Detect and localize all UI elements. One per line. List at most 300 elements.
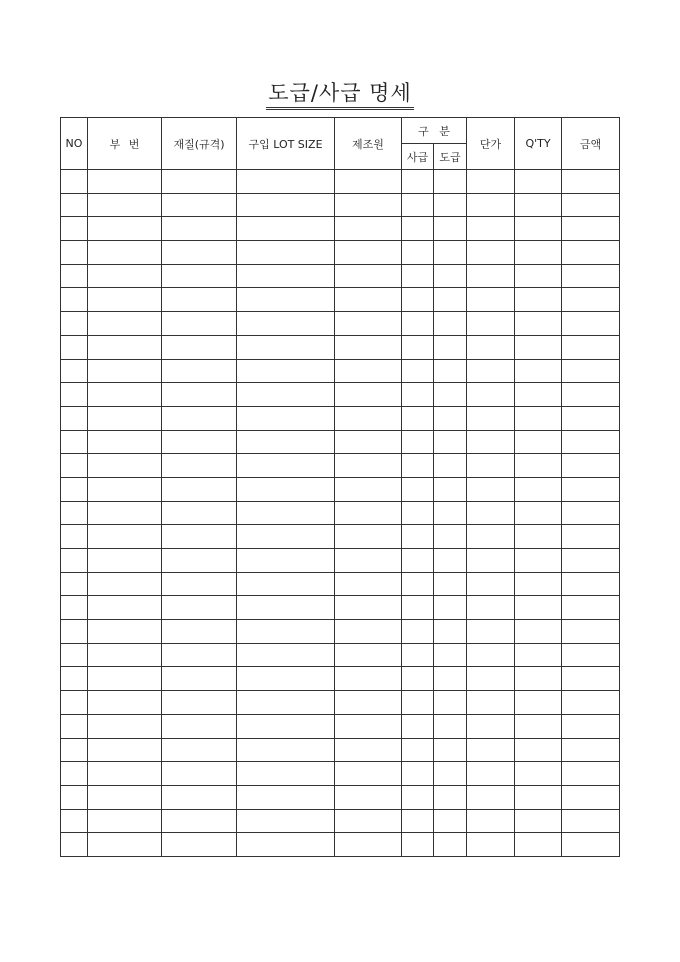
cell-lot-size[interactable] (237, 643, 335, 667)
cell-material[interactable] (162, 667, 237, 691)
cell-material[interactable] (162, 809, 237, 833)
cell-division-sub1[interactable] (402, 335, 434, 359)
cell-division-sub2[interactable] (434, 335, 467, 359)
cell-lot-size[interactable] (237, 572, 335, 596)
cell-division-sub2[interactable] (434, 620, 467, 644)
cell-division-sub1[interactable] (402, 549, 434, 573)
cell-amount[interactable] (562, 691, 620, 715)
cell-material[interactable] (162, 596, 237, 620)
cell-qty[interactable] (515, 714, 562, 738)
cell-amount[interactable] (562, 785, 620, 809)
cell-maker[interactable] (335, 643, 402, 667)
cell-no[interactable] (61, 217, 88, 241)
cell-amount[interactable] (562, 833, 620, 857)
cell-qty[interactable] (515, 406, 562, 430)
cell-amount[interactable] (562, 430, 620, 454)
cell-qty[interactable] (515, 549, 562, 573)
cell-division-sub1[interactable] (402, 312, 434, 336)
cell-material[interactable] (162, 762, 237, 786)
cell-amount[interactable] (562, 643, 620, 667)
cell-no[interactable] (61, 430, 88, 454)
cell-division-sub2[interactable] (434, 383, 467, 407)
cell-maker[interactable] (335, 501, 402, 525)
cell-maker[interactable] (335, 596, 402, 620)
header-lot-size: 구입 LOT SIZE (237, 118, 335, 170)
cell-division-sub2[interactable] (434, 288, 467, 312)
cell-no[interactable] (61, 264, 88, 288)
cell-qty[interactable] (515, 430, 562, 454)
cell-material[interactable] (162, 572, 237, 596)
cell-qty[interactable] (515, 288, 562, 312)
cell-maker[interactable] (335, 549, 402, 573)
table-row (61, 312, 620, 336)
cell-lot-size[interactable] (237, 549, 335, 573)
cell-maker[interactable] (335, 477, 402, 501)
cell-division-sub1[interactable] (402, 738, 434, 762)
cell-qty[interactable] (515, 643, 562, 667)
cell-qty[interactable] (515, 383, 562, 407)
cell-amount[interactable] (562, 312, 620, 336)
cell-division-sub2[interactable] (434, 809, 467, 833)
cell-amount[interactable] (562, 359, 620, 383)
cell-unit-price[interactable] (467, 762, 515, 786)
cell-material[interactable] (162, 241, 237, 265)
cell-division-sub1[interactable] (402, 620, 434, 644)
cell-division-sub2[interactable] (434, 241, 467, 265)
cell-part-no[interactable] (88, 217, 162, 241)
cell-maker[interactable] (335, 691, 402, 715)
cell-qty[interactable] (515, 833, 562, 857)
cell-division-sub1[interactable] (402, 264, 434, 288)
cell-qty[interactable] (515, 477, 562, 501)
cell-lot-size[interactable] (237, 217, 335, 241)
cell-amount[interactable] (562, 620, 620, 644)
cell-division-sub2[interactable] (434, 643, 467, 667)
cell-unit-price[interactable] (467, 809, 515, 833)
cell-qty[interactable] (515, 738, 562, 762)
cell-lot-size[interactable] (237, 620, 335, 644)
cell-unit-price[interactable] (467, 738, 515, 762)
cell-unit-price[interactable] (467, 454, 515, 478)
cell-amount[interactable] (562, 549, 620, 573)
cell-maker[interactable] (335, 738, 402, 762)
cell-unit-price[interactable] (467, 312, 515, 336)
cell-material[interactable] (162, 288, 237, 312)
cell-part-no[interactable] (88, 525, 162, 549)
cell-amount[interactable] (562, 525, 620, 549)
cell-unit-price[interactable] (467, 288, 515, 312)
table-body (61, 170, 620, 857)
cell-qty[interactable] (515, 264, 562, 288)
cell-part-no[interactable] (88, 714, 162, 738)
cell-no[interactable] (61, 667, 88, 691)
cell-amount[interactable] (562, 762, 620, 786)
cell-no[interactable] (61, 170, 88, 194)
cell-maker[interactable] (335, 833, 402, 857)
cell-division-sub1[interactable] (402, 785, 434, 809)
cell-division-sub1[interactable] (402, 454, 434, 478)
cell-division-sub2[interactable] (434, 596, 467, 620)
cell-lot-size[interactable] (237, 312, 335, 336)
cell-no[interactable] (61, 549, 88, 573)
cell-material[interactable] (162, 430, 237, 454)
cell-unit-price[interactable] (467, 620, 515, 644)
cell-amount[interactable] (562, 383, 620, 407)
cell-unit-price[interactable] (467, 430, 515, 454)
cell-part-no[interactable] (88, 809, 162, 833)
cell-unit-price[interactable] (467, 572, 515, 596)
cell-part-no[interactable] (88, 501, 162, 525)
cell-material[interactable] (162, 477, 237, 501)
cell-unit-price[interactable] (467, 643, 515, 667)
cell-division-sub2[interactable] (434, 714, 467, 738)
cell-part-no[interactable] (88, 406, 162, 430)
cell-unit-price[interactable] (467, 193, 515, 217)
cell-division-sub1[interactable] (402, 833, 434, 857)
cell-maker[interactable] (335, 335, 402, 359)
cell-amount[interactable] (562, 335, 620, 359)
cell-material[interactable] (162, 714, 237, 738)
cell-part-no[interactable] (88, 691, 162, 715)
cell-qty[interactable] (515, 809, 562, 833)
table-row (61, 430, 620, 454)
cell-unit-price[interactable] (467, 241, 515, 265)
cell-no[interactable] (61, 738, 88, 762)
cell-unit-price[interactable] (467, 406, 515, 430)
cell-qty[interactable] (515, 335, 562, 359)
cell-part-no[interactable] (88, 241, 162, 265)
cell-qty[interactable] (515, 312, 562, 336)
cell-part-no[interactable] (88, 762, 162, 786)
cell-qty[interactable] (515, 572, 562, 596)
cell-lot-size[interactable] (237, 383, 335, 407)
cell-division-sub1[interactable] (402, 359, 434, 383)
cell-lot-size[interactable] (237, 241, 335, 265)
header-amount: 금액 (562, 118, 620, 170)
cell-division-sub1[interactable] (402, 193, 434, 217)
cell-maker[interactable] (335, 406, 402, 430)
cell-maker[interactable] (335, 809, 402, 833)
cell-division-sub1[interactable] (402, 477, 434, 501)
table-row (61, 620, 620, 644)
cell-division-sub2[interactable] (434, 762, 467, 786)
cell-part-no[interactable] (88, 549, 162, 573)
cell-division-sub1[interactable] (402, 809, 434, 833)
cell-division-sub1[interactable] (402, 170, 434, 194)
cell-qty[interactable] (515, 525, 562, 549)
cell-division-sub2[interactable] (434, 477, 467, 501)
cell-part-no[interactable] (88, 785, 162, 809)
cell-amount[interactable] (562, 738, 620, 762)
cell-division-sub1[interactable] (402, 762, 434, 786)
cell-division-sub2[interactable] (434, 170, 467, 194)
cell-amount[interactable] (562, 714, 620, 738)
cell-unit-price[interactable] (467, 383, 515, 407)
cell-division-sub1[interactable] (402, 406, 434, 430)
table-row (61, 406, 620, 430)
cell-amount[interactable] (562, 193, 620, 217)
cell-part-no[interactable] (88, 643, 162, 667)
cell-unit-price[interactable] (467, 170, 515, 194)
cell-maker[interactable] (335, 762, 402, 786)
cell-unit-price[interactable] (467, 833, 515, 857)
cell-division-sub2[interactable] (434, 312, 467, 336)
cell-amount[interactable] (562, 217, 620, 241)
cell-maker[interactable] (335, 667, 402, 691)
cell-amount[interactable] (562, 454, 620, 478)
cell-qty[interactable] (515, 691, 562, 715)
cell-part-no[interactable] (88, 383, 162, 407)
cell-part-no[interactable] (88, 454, 162, 478)
cell-qty[interactable] (515, 170, 562, 194)
cell-material[interactable] (162, 217, 237, 241)
cell-maker[interactable] (335, 264, 402, 288)
cell-qty[interactable] (515, 596, 562, 620)
cell-material[interactable] (162, 383, 237, 407)
cell-material[interactable] (162, 738, 237, 762)
cell-part-no[interactable] (88, 596, 162, 620)
cell-maker[interactable] (335, 525, 402, 549)
cell-division-sub2[interactable] (434, 217, 467, 241)
cell-lot-size[interactable] (237, 738, 335, 762)
cell-part-no[interactable] (88, 170, 162, 194)
cell-division-sub1[interactable] (402, 241, 434, 265)
cell-lot-size[interactable] (237, 430, 335, 454)
cell-part-no[interactable] (88, 572, 162, 596)
cell-unit-price[interactable] (467, 549, 515, 573)
cell-unit-price[interactable] (467, 501, 515, 525)
cell-part-no[interactable] (88, 312, 162, 336)
cell-part-no[interactable] (88, 620, 162, 644)
cell-lot-size[interactable] (237, 406, 335, 430)
cell-part-no[interactable] (88, 833, 162, 857)
cell-lot-size[interactable] (237, 335, 335, 359)
cell-part-no[interactable] (88, 288, 162, 312)
cell-maker[interactable] (335, 241, 402, 265)
cell-lot-size[interactable] (237, 596, 335, 620)
cell-lot-size[interactable] (237, 785, 335, 809)
cell-part-no[interactable] (88, 335, 162, 359)
cell-division-sub2[interactable] (434, 264, 467, 288)
cell-division-sub1[interactable] (402, 691, 434, 715)
cell-amount[interactable] (562, 501, 620, 525)
cell-qty[interactable] (515, 620, 562, 644)
cell-material[interactable] (162, 193, 237, 217)
cell-maker[interactable] (335, 785, 402, 809)
cell-maker[interactable] (335, 359, 402, 383)
cell-qty[interactable] (515, 241, 562, 265)
cell-no[interactable] (61, 406, 88, 430)
cell-amount[interactable] (562, 241, 620, 265)
cell-division-sub2[interactable] (434, 785, 467, 809)
cell-lot-size[interactable] (237, 501, 335, 525)
cell-no[interactable] (61, 383, 88, 407)
cell-qty[interactable] (515, 359, 562, 383)
cell-material[interactable] (162, 359, 237, 383)
cell-lot-size[interactable] (237, 809, 335, 833)
cell-division-sub2[interactable] (434, 833, 467, 857)
cell-maker[interactable] (335, 170, 402, 194)
cell-lot-size[interactable] (237, 762, 335, 786)
cell-no[interactable] (61, 501, 88, 525)
cell-no[interactable] (61, 193, 88, 217)
cell-lot-size[interactable] (237, 454, 335, 478)
cell-qty[interactable] (515, 193, 562, 217)
cell-division-sub1[interactable] (402, 714, 434, 738)
cell-material[interactable] (162, 406, 237, 430)
cell-part-no[interactable] (88, 359, 162, 383)
spec-table (60, 117, 620, 857)
cell-material[interactable] (162, 525, 237, 549)
header-maker: 제조원 (335, 118, 402, 170)
cell-no[interactable] (61, 454, 88, 478)
cell-division-sub1[interactable] (402, 430, 434, 454)
cell-part-no[interactable] (88, 193, 162, 217)
cell-lot-size[interactable] (237, 288, 335, 312)
cell-lot-size[interactable] (237, 525, 335, 549)
cell-maker[interactable] (335, 620, 402, 644)
cell-division-sub2[interactable] (434, 667, 467, 691)
cell-qty[interactable] (515, 785, 562, 809)
cell-unit-price[interactable] (467, 596, 515, 620)
cell-part-no[interactable] (88, 430, 162, 454)
cell-unit-price[interactable] (467, 335, 515, 359)
cell-amount[interactable] (562, 264, 620, 288)
cell-lot-size[interactable] (237, 264, 335, 288)
cell-no[interactable] (61, 596, 88, 620)
cell-amount[interactable] (562, 809, 620, 833)
cell-division-sub1[interactable] (402, 383, 434, 407)
cell-part-no[interactable] (88, 264, 162, 288)
cell-division-sub1[interactable] (402, 596, 434, 620)
cell-no[interactable] (61, 762, 88, 786)
cell-amount[interactable] (562, 170, 620, 194)
cell-lot-size[interactable] (237, 477, 335, 501)
cell-amount[interactable] (562, 667, 620, 691)
cell-no[interactable] (61, 714, 88, 738)
cell-no[interactable] (61, 241, 88, 265)
cell-lot-size[interactable] (237, 714, 335, 738)
cell-division-sub2[interactable] (434, 549, 467, 573)
cell-division-sub1[interactable] (402, 667, 434, 691)
cell-material[interactable] (162, 785, 237, 809)
cell-division-sub2[interactable] (434, 572, 467, 596)
cell-qty[interactable] (515, 501, 562, 525)
cell-division-sub2[interactable] (434, 691, 467, 715)
cell-division-sub1[interactable] (402, 288, 434, 312)
cell-part-no[interactable] (88, 738, 162, 762)
cell-division-sub2[interactable] (434, 501, 467, 525)
cell-unit-price[interactable] (467, 477, 515, 501)
cell-no[interactable] (61, 525, 88, 549)
cell-material[interactable] (162, 454, 237, 478)
cell-maker[interactable] (335, 383, 402, 407)
cell-material[interactable] (162, 312, 237, 336)
cell-lot-size[interactable] (237, 359, 335, 383)
cell-lot-size[interactable] (237, 667, 335, 691)
cell-maker[interactable] (335, 714, 402, 738)
cell-lot-size[interactable] (237, 170, 335, 194)
cell-no[interactable] (61, 620, 88, 644)
cell-unit-price[interactable] (467, 714, 515, 738)
cell-lot-size[interactable] (237, 193, 335, 217)
cell-maker[interactable] (335, 430, 402, 454)
cell-amount[interactable] (562, 477, 620, 501)
cell-maker[interactable] (335, 217, 402, 241)
cell-no[interactable] (61, 833, 88, 857)
cell-unit-price[interactable] (467, 785, 515, 809)
cell-division-sub1[interactable] (402, 643, 434, 667)
cell-division-sub1[interactable] (402, 572, 434, 596)
cell-division-sub2[interactable] (434, 193, 467, 217)
cell-unit-price[interactable] (467, 359, 515, 383)
cell-unit-price[interactable] (467, 691, 515, 715)
cell-no[interactable] (61, 643, 88, 667)
cell-qty[interactable] (515, 762, 562, 786)
cell-part-no[interactable] (88, 667, 162, 691)
cell-amount[interactable] (562, 572, 620, 596)
cell-division-sub2[interactable] (434, 525, 467, 549)
cell-material[interactable] (162, 691, 237, 715)
cell-no[interactable] (61, 477, 88, 501)
cell-division-sub1[interactable] (402, 501, 434, 525)
cell-amount[interactable] (562, 406, 620, 430)
cell-no[interactable] (61, 288, 88, 312)
cell-unit-price[interactable] (467, 667, 515, 691)
cell-maker[interactable] (335, 288, 402, 312)
cell-qty[interactable] (515, 454, 562, 478)
cell-material[interactable] (162, 501, 237, 525)
cell-amount[interactable] (562, 596, 620, 620)
cell-division-sub1[interactable] (402, 217, 434, 241)
cell-no[interactable] (61, 691, 88, 715)
cell-maker[interactable] (335, 572, 402, 596)
cell-no[interactable] (61, 572, 88, 596)
cell-lot-size[interactable] (237, 833, 335, 857)
cell-unit-price[interactable] (467, 525, 515, 549)
cell-material[interactable] (162, 643, 237, 667)
cell-material[interactable] (162, 264, 237, 288)
cell-material[interactable] (162, 335, 237, 359)
cell-division-sub1[interactable] (402, 525, 434, 549)
cell-qty[interactable] (515, 217, 562, 241)
cell-qty[interactable] (515, 667, 562, 691)
cell-unit-price[interactable] (467, 264, 515, 288)
cell-no[interactable] (61, 785, 88, 809)
cell-no[interactable] (61, 335, 88, 359)
cell-maker[interactable] (335, 454, 402, 478)
cell-no[interactable] (61, 359, 88, 383)
cell-division-sub2[interactable] (434, 359, 467, 383)
cell-amount[interactable] (562, 288, 620, 312)
cell-material[interactable] (162, 170, 237, 194)
cell-maker[interactable] (335, 312, 402, 336)
table-row (61, 833, 620, 857)
cell-material[interactable] (162, 620, 237, 644)
cell-division-sub2[interactable] (434, 406, 467, 430)
cell-no[interactable] (61, 809, 88, 833)
cell-division-sub2[interactable] (434, 454, 467, 478)
cell-material[interactable] (162, 549, 237, 573)
cell-lot-size[interactable] (237, 691, 335, 715)
cell-division-sub2[interactable] (434, 430, 467, 454)
cell-part-no[interactable] (88, 477, 162, 501)
cell-maker[interactable] (335, 193, 402, 217)
cell-division-sub2[interactable] (434, 738, 467, 762)
cell-unit-price[interactable] (467, 217, 515, 241)
cell-no[interactable] (61, 312, 88, 336)
cell-material[interactable] (162, 833, 237, 857)
